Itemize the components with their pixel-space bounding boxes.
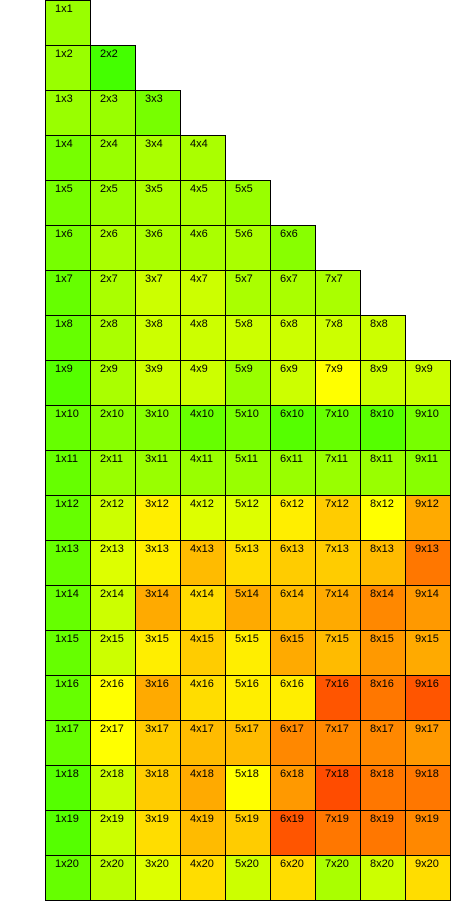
heatmap-cell-4x6: 4x6 (180, 225, 226, 271)
heatmap-cell-8x14: 8x14 (360, 585, 406, 631)
heatmap-cell-8x18: 8x18 (360, 765, 406, 811)
heatmap-cell-6x13: 6x13 (270, 540, 316, 586)
heatmap-cell-5x14: 5x14 (225, 585, 271, 631)
heatmap-cell-9x9: 9x9 (405, 360, 451, 406)
heatmap-cell-4x10: 4x10 (180, 405, 226, 451)
heatmap-cell-9x11: 9x11 (405, 450, 451, 496)
heatmap-cell-1x12: 1x12 (45, 495, 91, 541)
heatmap-cell-2x11: 2x11 (90, 450, 136, 496)
heatmap-cell-8x9: 8x9 (360, 360, 406, 406)
heatmap-cell-1x15: 1x15 (45, 630, 91, 676)
heatmap-cell-6x19: 6x19 (270, 810, 316, 856)
heatmap-cell-7x11: 7x11 (315, 450, 361, 496)
heatmap-cell-7x12: 7x12 (315, 495, 361, 541)
heatmap-cell-1x4: 1x4 (45, 135, 91, 181)
heatmap-cell-4x15: 4x15 (180, 630, 226, 676)
heatmap-cell-6x6: 6x6 (270, 225, 316, 271)
heatmap-cell-9x17: 9x17 (405, 720, 451, 766)
heatmap-cell-2x8: 2x8 (90, 315, 136, 361)
heatmap-cell-5x19: 5x19 (225, 810, 271, 856)
heatmap-cell-9x20: 9x20 (405, 855, 451, 901)
heatmap-cell-1x13: 1x13 (45, 540, 91, 586)
heatmap-cell-6x9: 6x9 (270, 360, 316, 406)
heatmap-cell-3x6: 3x6 (135, 225, 181, 271)
heatmap-cell-7x18: 7x18 (315, 765, 361, 811)
heatmap-cell-2x19: 2x19 (90, 810, 136, 856)
heatmap-cell-1x6: 1x6 (45, 225, 91, 271)
heatmap-cell-2x4: 2x4 (90, 135, 136, 181)
heatmap-cell-6x8: 6x8 (270, 315, 316, 361)
heatmap-cell-5x17: 5x17 (225, 720, 271, 766)
heatmap-cell-1x10: 1x10 (45, 405, 91, 451)
heatmap-cell-3x19: 3x19 (135, 810, 181, 856)
heatmap-cell-3x13: 3x13 (135, 540, 181, 586)
heatmap-cell-1x7: 1x7 (45, 270, 91, 316)
heatmap-cell-3x15: 3x15 (135, 630, 181, 676)
heatmap-cell-3x14: 3x14 (135, 585, 181, 631)
heatmap-cell-1x2: 1x2 (45, 45, 91, 91)
heatmap-cell-5x12: 5x12 (225, 495, 271, 541)
heatmap-cell-5x7: 5x7 (225, 270, 271, 316)
heatmap-cell-7x8: 7x8 (315, 315, 361, 361)
heatmap-cell-7x9: 7x9 (315, 360, 361, 406)
heatmap-cell-2x17: 2x17 (90, 720, 136, 766)
heatmap-cell-8x10: 8x10 (360, 405, 406, 451)
heatmap-cell-4x9: 4x9 (180, 360, 226, 406)
heatmap-cell-6x12: 6x12 (270, 495, 316, 541)
heatmap-cell-7x19: 7x19 (315, 810, 361, 856)
heatmap-cell-2x16: 2x16 (90, 675, 136, 721)
heatmap-cell-3x9: 3x9 (135, 360, 181, 406)
heatmap-cell-3x10: 3x10 (135, 405, 181, 451)
heatmap-cell-5x20: 5x20 (225, 855, 271, 901)
heatmap-cell-1x19: 1x19 (45, 810, 91, 856)
heatmap-cell-1x18: 1x18 (45, 765, 91, 811)
heatmap-cell-4x13: 4x13 (180, 540, 226, 586)
heatmap-cell-4x17: 4x17 (180, 720, 226, 766)
heatmap-cell-1x20: 1x20 (45, 855, 91, 901)
heatmap-cell-9x18: 9x18 (405, 765, 451, 811)
heatmap-cell-3x17: 3x17 (135, 720, 181, 766)
heatmap-cell-1x8: 1x8 (45, 315, 91, 361)
heatmap-cell-1x17: 1x17 (45, 720, 91, 766)
heatmap-cell-9x13: 9x13 (405, 540, 451, 586)
heatmap-cell-1x9: 1x9 (45, 360, 91, 406)
heatmap-cell-3x20: 3x20 (135, 855, 181, 901)
heatmap-cell-7x13: 7x13 (315, 540, 361, 586)
heatmap-cell-8x16: 8x16 (360, 675, 406, 721)
heatmap-cell-4x14: 4x14 (180, 585, 226, 631)
heatmap-cell-5x18: 5x18 (225, 765, 271, 811)
heatmap-cell-6x17: 6x17 (270, 720, 316, 766)
heatmap-cell-7x20: 7x20 (315, 855, 361, 901)
heatmap-cell-7x16: 7x16 (315, 675, 361, 721)
heatmap-cell-4x18: 4x18 (180, 765, 226, 811)
heatmap-cell-3x3: 3x3 (135, 90, 181, 136)
heatmap-cell-3x5: 3x5 (135, 180, 181, 226)
heatmap-cell-8x17: 8x17 (360, 720, 406, 766)
heatmap-cell-9x14: 9x14 (405, 585, 451, 631)
heatmap-cell-6x18: 6x18 (270, 765, 316, 811)
heatmap-cell-3x4: 3x4 (135, 135, 181, 181)
heatmap-cell-3x18: 3x18 (135, 765, 181, 811)
heatmap-cell-5x16: 5x16 (225, 675, 271, 721)
heatmap-cell-7x10: 7x10 (315, 405, 361, 451)
heatmap-cell-5x5: 5x5 (225, 180, 271, 226)
heatmap-cell-2x18: 2x18 (90, 765, 136, 811)
heatmap-cell-4x5: 4x5 (180, 180, 226, 226)
heatmap-cell-4x8: 4x8 (180, 315, 226, 361)
heatmap-cell-1x11: 1x11 (45, 450, 91, 496)
heatmap-cell-2x5: 2x5 (90, 180, 136, 226)
heatmap-cell-2x10: 2x10 (90, 405, 136, 451)
heatmap-cell-1x3: 1x3 (45, 90, 91, 136)
heatmap-cell-5x10: 5x10 (225, 405, 271, 451)
heatmap-cell-1x5: 1x5 (45, 180, 91, 226)
heatmap-cell-2x7: 2x7 (90, 270, 136, 316)
heatmap-cell-4x20: 4x20 (180, 855, 226, 901)
heatmap-cell-3x16: 3x16 (135, 675, 181, 721)
heatmap-cell-4x12: 4x12 (180, 495, 226, 541)
heatmap-cell-7x15: 7x15 (315, 630, 361, 676)
heatmap-cell-1x1: 1x1 (45, 0, 91, 46)
heatmap-cell-1x14: 1x14 (45, 585, 91, 631)
heatmap-cell-8x12: 8x12 (360, 495, 406, 541)
heatmap-cell-3x7: 3x7 (135, 270, 181, 316)
heatmap-cell-4x16: 4x16 (180, 675, 226, 721)
heatmap-cell-4x7: 4x7 (180, 270, 226, 316)
heatmap-cell-9x16: 9x16 (405, 675, 451, 721)
heatmap-cell-5x8: 5x8 (225, 315, 271, 361)
heatmap-cell-6x14: 6x14 (270, 585, 316, 631)
heatmap-cell-3x11: 3x11 (135, 450, 181, 496)
heatmap-cell-2x2: 2x2 (90, 45, 136, 91)
heatmap-cell-8x20: 8x20 (360, 855, 406, 901)
heatmap-cell-7x17: 7x17 (315, 720, 361, 766)
heatmap-cell-8x13: 8x13 (360, 540, 406, 586)
heatmap-cell-5x11: 5x11 (225, 450, 271, 496)
heatmap-cell-6x10: 6x10 (270, 405, 316, 451)
heatmap-cell-5x15: 5x15 (225, 630, 271, 676)
heatmap-cell-7x7: 7x7 (315, 270, 361, 316)
heatmap-cell-2x9: 2x9 (90, 360, 136, 406)
heatmap-cell-6x20: 6x20 (270, 855, 316, 901)
heatmap-cell-6x15: 6x15 (270, 630, 316, 676)
heatmap-cell-8x15: 8x15 (360, 630, 406, 676)
heatmap-cell-2x15: 2x15 (90, 630, 136, 676)
heatmap-cell-2x6: 2x6 (90, 225, 136, 271)
heatmap-cell-2x13: 2x13 (90, 540, 136, 586)
heatmap-cell-2x12: 2x12 (90, 495, 136, 541)
heatmap-cell-5x9: 5x9 (225, 360, 271, 406)
heatmap-cell-2x3: 2x3 (90, 90, 136, 136)
heatmap-cell-7x14: 7x14 (315, 585, 361, 631)
heatmap-cell-6x16: 6x16 (270, 675, 316, 721)
heatmap-cell-3x12: 3x12 (135, 495, 181, 541)
heatmap-cell-5x6: 5x6 (225, 225, 271, 271)
heatmap-cell-2x14: 2x14 (90, 585, 136, 631)
heatmap-cell-1x16: 1x16 (45, 675, 91, 721)
heatmap-cell-4x11: 4x11 (180, 450, 226, 496)
heatmap-cell-9x15: 9x15 (405, 630, 451, 676)
heatmap-cell-4x4: 4x4 (180, 135, 226, 181)
heatmap-cell-2x20: 2x20 (90, 855, 136, 901)
heatmap-cell-6x11: 6x11 (270, 450, 316, 496)
heatmap-cell-8x8: 8x8 (360, 315, 406, 361)
heatmap-cell-5x13: 5x13 (225, 540, 271, 586)
heatmap-cell-8x11: 8x11 (360, 450, 406, 496)
heatmap-cell-3x8: 3x8 (135, 315, 181, 361)
heatmap-cell-9x19: 9x19 (405, 810, 451, 856)
heatmap-cell-9x12: 9x12 (405, 495, 451, 541)
heatmap-cell-9x10: 9x10 (405, 405, 451, 451)
heatmap-cell-8x19: 8x19 (360, 810, 406, 856)
heatmap-cell-4x19: 4x19 (180, 810, 226, 856)
heatmap-cell-6x7: 6x7 (270, 270, 316, 316)
